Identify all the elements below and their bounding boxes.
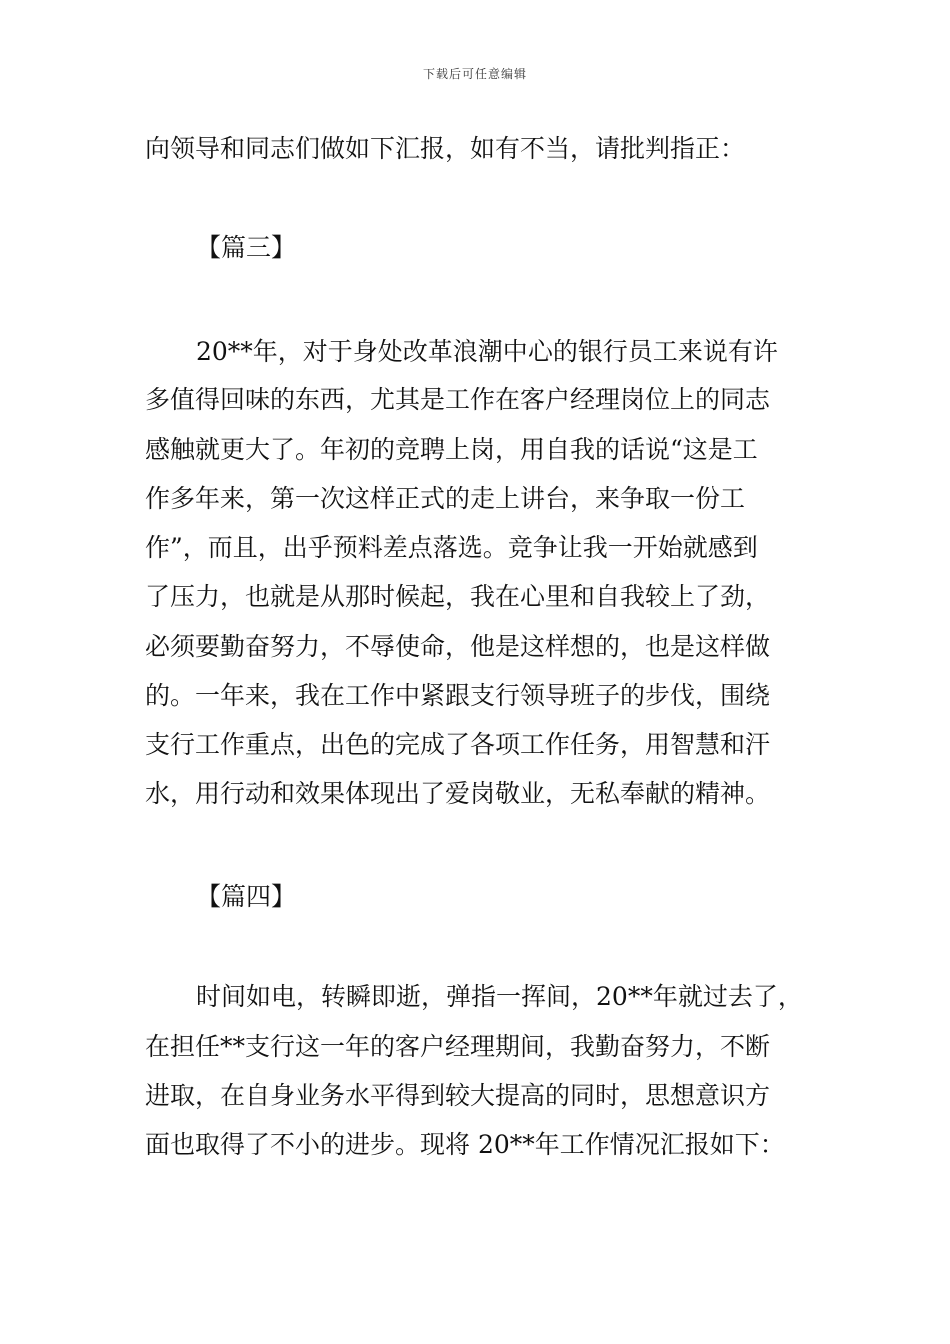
paragraph-line: 水，用行动和效果体现出了爱岗敬业，无私奉献的精神。 [145, 779, 771, 808]
section-heading-4: 【篇四】 [196, 882, 297, 911]
paragraph-line: 了压力，也就是从那时候起，我在心里和自我较上了劲， [145, 582, 771, 611]
paragraph-line: 必须要勤奋努力，不辱使命，他是这样想的，也是这样做 [145, 632, 771, 661]
paragraph-line: 的。一年来，我在工作中紧跟支行领导班子的步伐，围绕 [145, 681, 771, 710]
paragraph-line: 进取，在自身业务水平得到较大提高的同时，思想意识方 [145, 1081, 771, 1110]
paragraph-line: 作”，而且，出乎预料差点落选。竞争让我一开始就感到 [145, 533, 758, 562]
paragraph-line: 时间如电，转瞬即逝，弹指一挥间，20**年就过去了， [196, 982, 803, 1011]
paragraph-line: 作多年来，第一次这样正式的走上讲台，来争取一份工 [145, 484, 746, 513]
paragraph-line: 支行工作重点，出色的完成了各项工作任务，用智慧和汗 [145, 730, 771, 759]
section-heading-3: 【篇三】 [196, 233, 297, 262]
paragraph-line: 面也取得了不小的进步。现将 20**年工作情况汇报如下： [145, 1130, 785, 1159]
paragraph-line: 感触就更大了。年初的竞聘上岗，用自我的话说“这是工 [145, 435, 758, 464]
paragraph-line: 在担任**支行这一年的客户经理期间，我勤奋努力，不断 [145, 1032, 771, 1061]
intro-line: 向领导和同志们做如下汇报，如有不当，请批判指正： [145, 134, 746, 163]
paragraph-line: 20**年，对于身处改革浪潮中心的银行员工来说有许 [196, 337, 778, 366]
paragraph-line: 多值得回味的东西，尤其是工作在客户经理岗位上的同志 [145, 385, 771, 414]
header-note: 下载后可任意编辑 [422, 67, 527, 81]
